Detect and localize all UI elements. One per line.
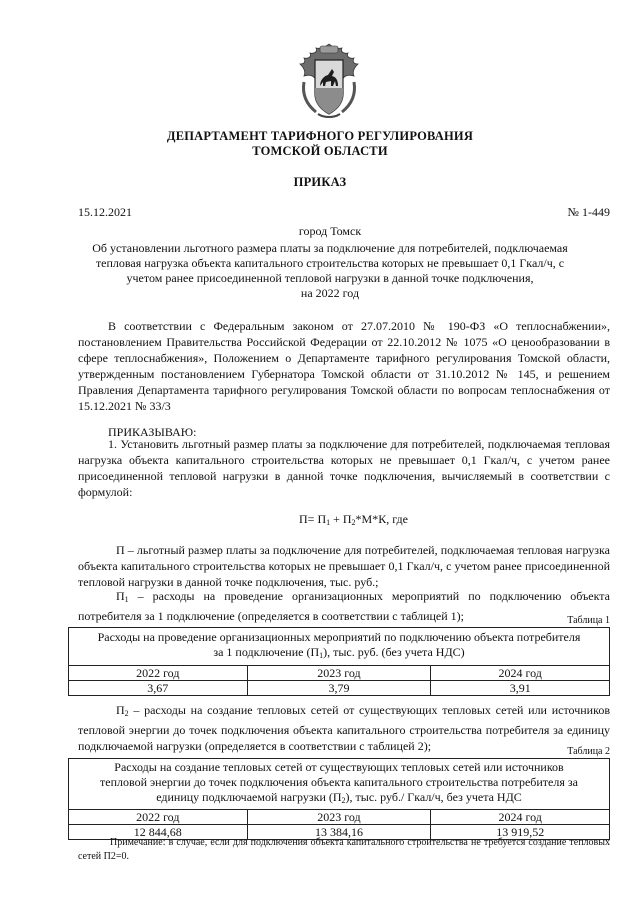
table2-header-part: ), тыс. руб./ Гкал/ч, без учета НДС xyxy=(345,790,522,804)
p1-subscript: 1 xyxy=(124,595,129,604)
table1-year-cell: 2024 год xyxy=(431,666,610,681)
table1-header-subscript: 1 xyxy=(319,651,324,660)
preamble-paragraph: В соответствии с Федеральным законом от 27.07.2010 № 190-ФЗ «О теплоснабжении», постановлением Правительства Российской Федерации от 22.10.2012 № 1075 «О ценообразовании в сфере теплоснабжения», Положением о Департаменте тарифного регулирования Томской области, утвержденным постановлением Губернатора Томской области от 31.10.2012 № 145, и решением Правления Департамента тарифного регулирования Томской области по вопросам теплоснабжения от 15.12.2021 № 33/3 xyxy=(78,319,610,413)
document-date: 15.12.2021 xyxy=(78,205,132,219)
title-line: тепловая нагрузка объекта капитального строительства которых не превышает 0,1 Гкал/ч, с xyxy=(95,256,565,270)
table2-header-subscript: 2 xyxy=(341,796,346,805)
formula-rest: *М*К, где xyxy=(355,512,408,526)
table1-value-cell: 3,67 xyxy=(69,681,248,696)
table2-header-part: единицу подключаемой нагрузки (П xyxy=(156,790,342,804)
note-paragraph: Примечание: в случае, если для подключения объекта капитального строительства не требуется создание тепловых сетей П2=0. xyxy=(78,837,610,862)
formula-eq: = П xyxy=(307,512,327,526)
table-row xyxy=(69,810,610,825)
table2-caption: Таблица 2 xyxy=(567,746,610,757)
table1-header-part: за 1 подключение (П xyxy=(213,645,320,659)
p1-text: – расходы на проведение организационных мероприятий по подключению объекта потребителя за 1 подключение (определяется в соответствии с таблицей 1); xyxy=(78,589,610,623)
p2-subscript: 2 xyxy=(124,709,129,718)
table1-year-cell: 2023 год xyxy=(247,666,431,681)
table2-header-line2: тепловой энергии до точек подключения объекта капитального строительства потребителя за xyxy=(100,775,578,789)
table2-header-cell xyxy=(69,759,610,810)
table-row xyxy=(69,681,610,696)
table1-value-cell: 3,79 xyxy=(247,681,431,696)
table2-value-cell: 13 384,16 xyxy=(247,825,431,840)
table1-header-line2 xyxy=(73,645,605,663)
document-title xyxy=(60,241,600,301)
p2-text: – расходы на создание тепловых сетей от существующих тепловых сетей или источников тепловой энергии до точек подключения объекта капитального строительства потребителя за единицу подключаемой нагрузки (определяется в соответствии с таблицей 2); xyxy=(78,703,610,753)
definition-p2 xyxy=(78,702,610,754)
table2-header-line3 xyxy=(73,790,605,808)
table2 xyxy=(68,758,610,840)
formula-sub-2: 2 xyxy=(351,518,356,527)
order-item-1: 1. Установить льготный размер платы за подключение для потребителей, подключаемая тепловая нагрузка объекта капитального строительства которых не превышает 0,1 Гкал/ч, с учетом ранее присоединенной тепловой нагрузки в данной точке подключения, вычисляемый в соответствии с формулой: xyxy=(78,437,610,499)
p2-symbol: П xyxy=(116,703,125,717)
formula xyxy=(299,512,408,527)
city-name: город Томск xyxy=(298,224,362,238)
order-word: ПРИКАЗЫВАЮ: xyxy=(108,425,197,439)
table2-year-cell: 2022 год xyxy=(69,810,248,825)
table1-header-cell xyxy=(69,628,610,666)
table2-value-cell: 13 919,52 xyxy=(431,825,610,840)
department-name-line1: ДЕПАРТАМЕНТ ТАРИФНОГО РЕГУЛИРОВАНИЯ xyxy=(166,129,474,143)
table-row xyxy=(69,666,610,681)
formula-symbol-p: П xyxy=(299,512,308,526)
formula-plus: + П xyxy=(330,512,352,526)
table1-year-cell: 2022 год xyxy=(69,666,248,681)
table1 xyxy=(68,627,610,696)
table1-header-line1: Расходы на проведение организационных мероприятий по подключению объекта потребителя xyxy=(97,630,581,644)
formula-sub-1: 1 xyxy=(326,518,331,527)
table2-header-line1: Расходы на создание тепловых сетей от существующих тепловых сетей или источников xyxy=(114,760,564,774)
definition-p: П – льготный размер платы за подключение для потребителей, подключаемая тепловая нагрузка объекта капитального строительства которых не превышает 0,1 Гкал/ч, с учетом ранее присоединенной тепловой нагрузки в данной точке подключения, тыс. руб.; xyxy=(78,543,610,589)
department-name-line2: ТОМСКОЙ ОБЛАСТИ xyxy=(252,144,388,158)
title-line: Об установлении льготного размера платы за подключение для потребителей, подключаемая xyxy=(92,241,568,255)
table2-value-cell: 12 844,68 xyxy=(69,825,248,840)
coat-of-arms-icon xyxy=(296,42,362,122)
table1-caption: Таблица 1 xyxy=(567,615,610,626)
coat-of-arms-emblem xyxy=(296,42,362,122)
title-line: учетом ранее присоединенной тепловой нагрузки в данной точке подключения, xyxy=(126,271,534,285)
table2-year-cell: 2023 год xyxy=(247,810,431,825)
table1-value-cell: 3,91 xyxy=(431,681,610,696)
p1-symbol: П xyxy=(116,589,125,603)
document-number: № 1-449 xyxy=(567,205,610,219)
table2-year-cell: 2024 год xyxy=(431,810,610,825)
document-type: ПРИКАЗ xyxy=(293,175,347,189)
table1-header-part: ), тыс. руб. (без учета НДС) xyxy=(323,645,465,659)
definition-p1 xyxy=(78,588,610,624)
table-row xyxy=(69,628,610,666)
title-line: на 2022 год xyxy=(300,286,360,300)
table-row xyxy=(69,759,610,810)
